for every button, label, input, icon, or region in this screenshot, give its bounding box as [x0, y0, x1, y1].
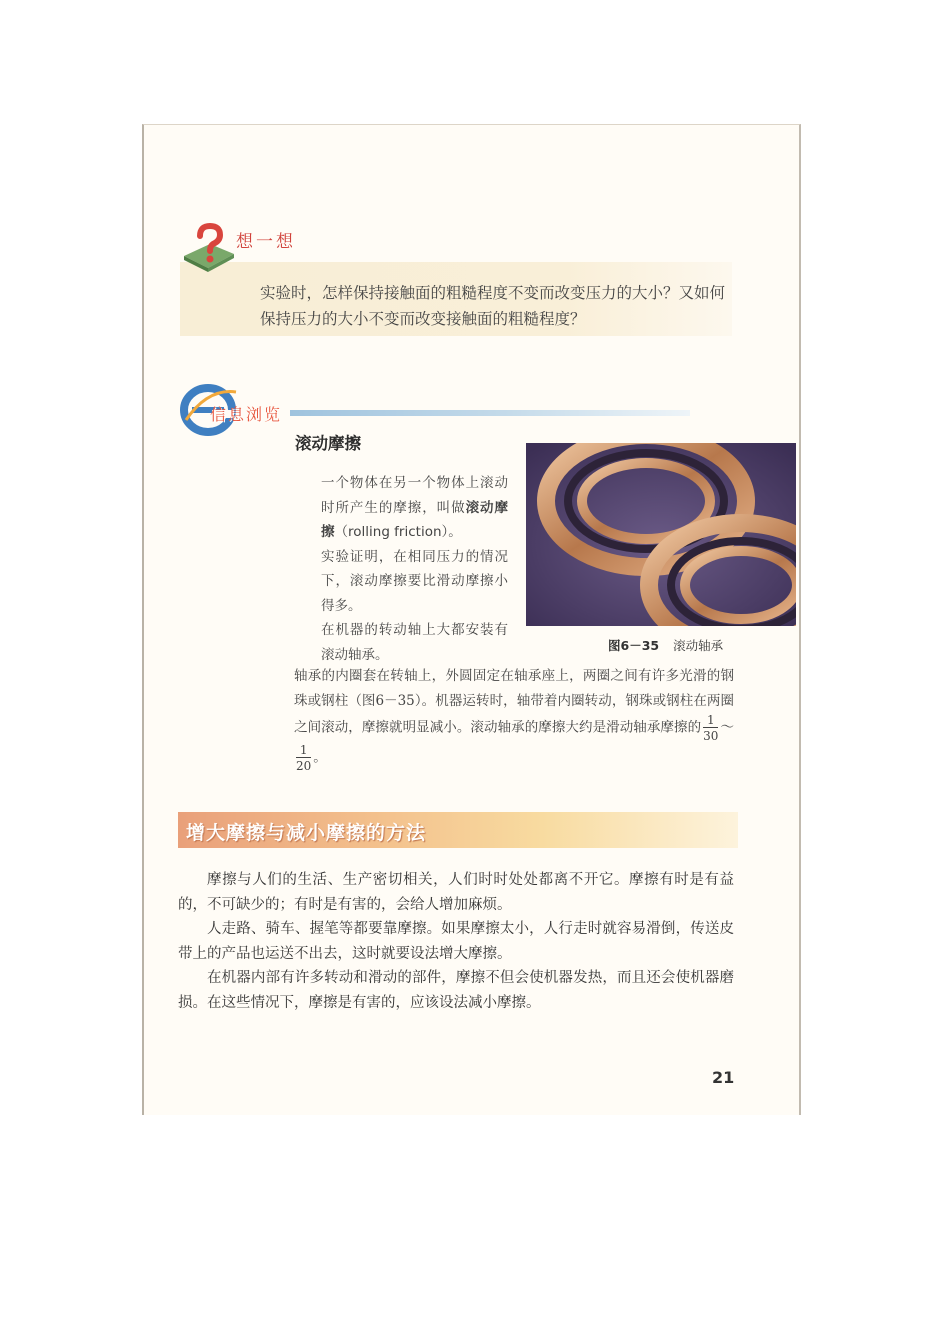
info-divider [290, 410, 690, 416]
bearing-photo [526, 443, 796, 626]
body-paragraph: 人走路、骑车、握笔等都要靠摩擦。如果摩擦太小，人行走时就容易滑倒，传送皮带上的产品也运送不出去，这时就要设法增大摩擦。 [178, 921, 734, 962]
rolling-friction-heading: 滚动摩擦 [295, 434, 361, 453]
think-question: 实验时，怎样保持接触面的粗糙程度不变而改变压力的大小？又如何保持压力的大小不变而改变接触面的粗糙程度？ [260, 284, 726, 328]
section-title: 增大摩擦与减小摩擦的方法 [186, 822, 427, 844]
bearing-text: 轴承的内圈套在转轴上，外圆固定在轴承座上，两圈之间有许多光滑的钢珠或钢柱（图6－35）。机器运转时，轴带着内圈转动，钢珠或钢柱在两圈之间滚动，摩擦就明显减小。滚动轴承的摩擦大约是滑动轴承摩擦的 $\frac{1}{30}$ ～ $\frac{1}{20}$ 。 [294, 668, 735, 773]
question-book-icon [180, 222, 238, 274]
info-title: 信息浏览 [210, 405, 283, 424]
page-number: 21 [712, 1068, 735, 1087]
think-title: 想一想 [236, 232, 296, 252]
fraction-1-20: $\frac{1}{20}$ [296, 743, 312, 773]
section-body [178, 868, 734, 1015]
body-paragraph: 在机器内部有许多转动和滑动的部件，摩擦不但会使机器发热，而且还会使机器磨损。在这些情况下，摩擦是有害的，应该设法减小摩擦。 [178, 970, 734, 1011]
fraction-1-30: $\frac{1}{30}$ [703, 713, 719, 743]
body-paragraph: 摩擦与人们的生活、生产密切相关，人们时时处处都离不开它。摩擦有时是有益的，不可缺少的；有时是有害的，会给人增加麻烦。 [178, 872, 734, 913]
term-rolling-friction: 滚动摩擦 [321, 499, 509, 540]
figure-caption: 图6－35 滚动轴承 [608, 638, 724, 653]
rolling-friction-text: 一个物体在另一个物体上滚动时所产生的摩擦，叫做滚动摩擦（rolling friction）。 实验证明，在相同压力的情况下，滚动摩擦要比滑动摩擦小得多。 在机器的转动轴上大都安装有滚动轴承。 [321, 475, 509, 663]
